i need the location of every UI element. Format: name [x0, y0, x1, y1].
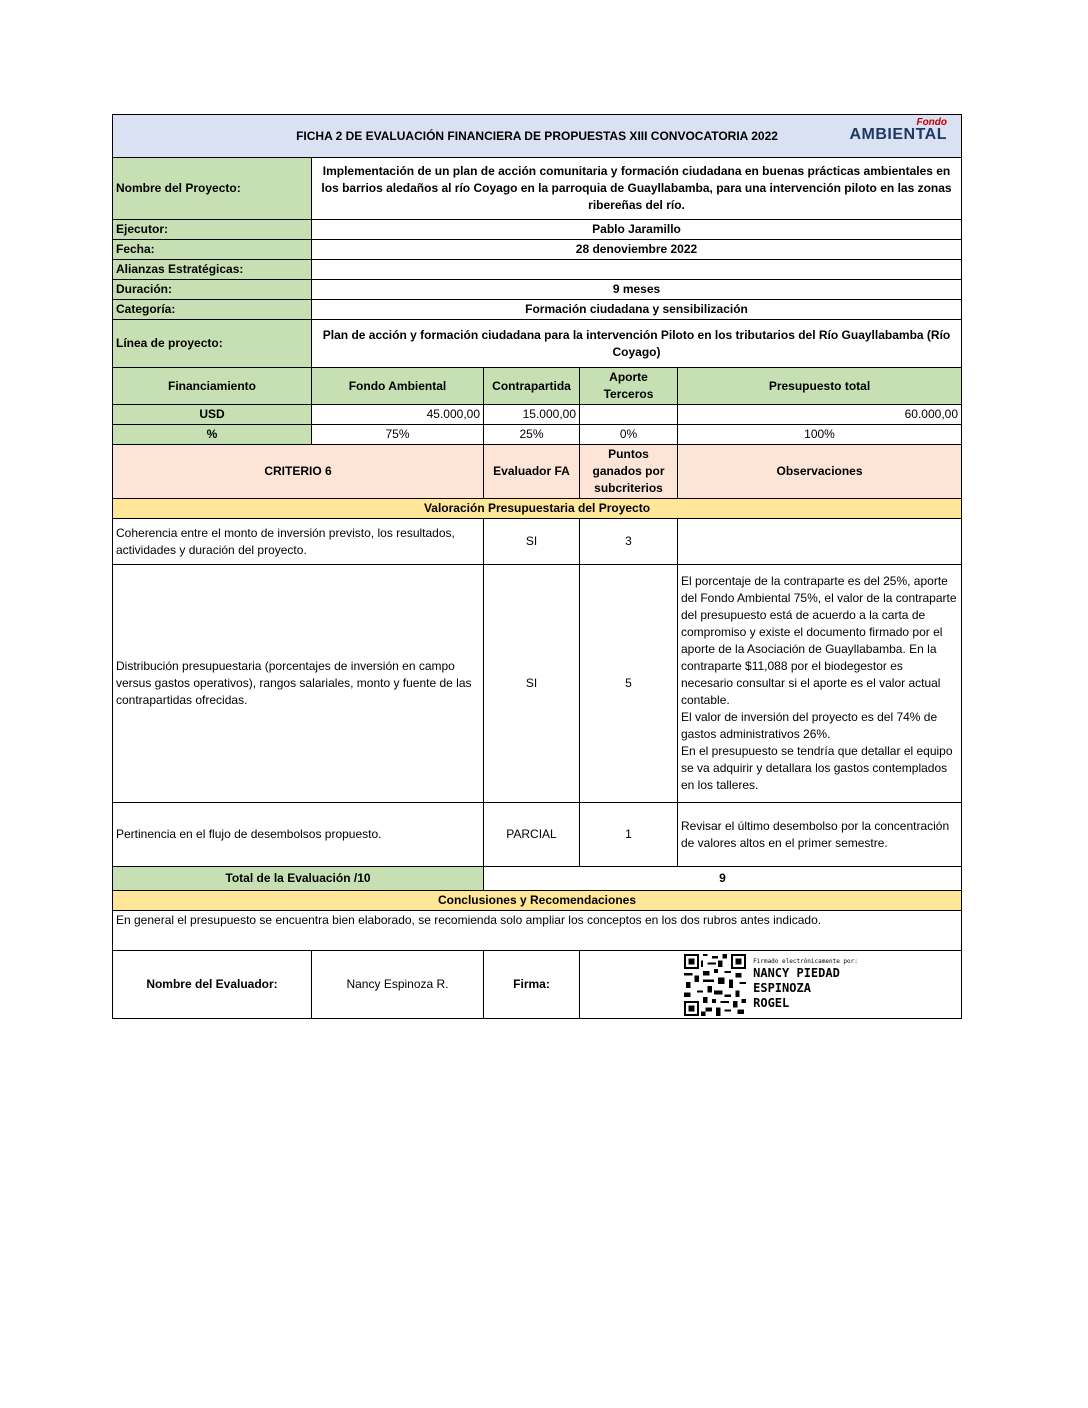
puntos-value: 5 — [580, 565, 678, 803]
ejecutor-value: Pablo Jaramillo — [312, 220, 962, 240]
puntos-header: Puntos ganados por subcriterios — [580, 445, 678, 499]
pct-fondo: 75% — [312, 425, 484, 445]
alianzas-value — [312, 260, 962, 280]
signer-name-line1: NANCY PIEDAD — [753, 966, 840, 980]
fin-header-terceros: Aporte Terceros — [580, 368, 678, 405]
conclusiones-title: Conclusiones y Recomendaciones — [113, 891, 962, 911]
evaluador-name-label: Nombre del Evaluador: — [113, 951, 312, 1019]
duracion-value: 9 meses — [312, 280, 962, 300]
pct-terceros: 0% — [580, 425, 678, 445]
signer-name-line2: ESPINOZA — [753, 981, 811, 995]
puntos-value: 3 — [580, 519, 678, 565]
criterio-text: Pertinencia en el flujo de desembolsos propuesto. — [113, 803, 484, 867]
valoracion-section: Valoración Presupuestaria del Proyecto — [113, 499, 962, 519]
fin-header-financiamiento: Financiamiento — [113, 368, 312, 405]
signed-by-label: Firmado electrónicamente por: — [753, 958, 858, 965]
sheet-title: FICHA 2 DE EVALUACIÓN FINANCIERA DE PROPUESTAS XIII CONVOCATORIA 2022 — [296, 128, 778, 143]
puntos-value: 1 — [580, 803, 678, 867]
evaluador-value: SI — [484, 519, 580, 565]
evaluador-name-value: Nancy Espinoza R. — [312, 951, 484, 1019]
fin-header-fondo: Fondo Ambiental — [312, 368, 484, 405]
logo-small-text: Fondo — [916, 117, 948, 128]
fecha-label: Fecha: — [113, 240, 312, 260]
linea-value: Plan de acción y formación ciudadana para la intervención Piloto en los tributarios del Río Guayllabamba (Río Coyago) — [312, 320, 962, 368]
fecha-value: 28 denoviembre 2022 — [312, 240, 962, 260]
usd-label: USD — [113, 405, 312, 425]
usd-fondo: 45.000,00 — [312, 405, 484, 425]
total-label: Total de la Evaluación /10 — [113, 867, 484, 891]
proyecto-label: Nombre del Proyecto: — [113, 158, 312, 220]
ejecutor-label: Ejecutor: — [113, 220, 312, 240]
firma-cell — [580, 951, 962, 1019]
evaluation-table — [112, 114, 962, 1019]
criterio-text: Distribución presupuestaria (porcentajes de inversión en campo versus gastos operativos), rangos salariales, monto y fuente de las contrapartidas ofrecidas. — [113, 565, 484, 803]
evaluador-value: SI — [484, 565, 580, 803]
conclusiones-text: En general el presupuesto se encuentra bien elaborado, se recomienda solo ampliar los conceptos en los dos rubros antes indicado. — [113, 911, 962, 951]
criterio-text: Coherencia entre el monto de inversión previsto, los resultados, actividades y duración del proyecto. — [113, 519, 484, 565]
categoria-label: Categoría: — [113, 300, 312, 320]
categoria-value: Formación ciudadana y sensibilización — [312, 300, 962, 320]
signature-text — [753, 958, 858, 1011]
fin-header-contrapartida: Contrapartida — [484, 368, 580, 405]
pct-contrapartida: 25% — [484, 425, 580, 445]
alianzas-label: Alianzas Estratégicas: — [113, 260, 312, 280]
qr-code-icon — [683, 954, 747, 1016]
table-row — [113, 519, 962, 565]
observaciones-header: Observaciones — [678, 445, 962, 499]
firma-label: Firma: — [484, 951, 580, 1019]
evaluation-sheet — [112, 114, 961, 1019]
linea-label: Línea de proyecto: — [113, 320, 312, 368]
total-value: 9 — [484, 867, 962, 891]
evaluador-value: PARCIAL — [484, 803, 580, 867]
criterio-title: CRITERIO 6 — [113, 445, 484, 499]
sheet-title-cell — [113, 115, 962, 158]
table-row — [113, 803, 962, 867]
logo-big-text: AMBIENTAL — [849, 126, 948, 143]
observacion-text: El porcentaje de la contraparte es del 25%, aporte del Fondo Ambiental 75%, el valor de la contraparte del presupuesto está de acuerdo a la carta de compromiso y existe el documento firmado por el aporte de la Asociación de Guayllabamba. En la contraparte $11,088 por el biodegestor es necesario consultar si el aporte es el valor actual contable. El valor de inversión del proyecto es del 74% de gastos administrativos 26%. En el presupuesto se tendría que detallar el equipo se va adquirir y detallara los gastos contemplados en los talleres. — [678, 565, 962, 803]
usd-terceros — [580, 405, 678, 425]
observacion-text — [678, 519, 962, 565]
duracion-label: Duración: — [113, 280, 312, 300]
usd-total: 60.000,00 — [678, 405, 962, 425]
pct-total: 100% — [678, 425, 962, 445]
evaluador-header: Evaluador FA — [484, 445, 580, 499]
fondo-ambiental-logo — [849, 117, 947, 141]
proyecto-value: Implementación de un plan de acción comunitaria y formación ciudadana en buenas prácticas ambientales en los barrios aledaños al río Coyago en la parroquia de Guayllabamba, para una intervención piloto en las zonas ribereñas del río. — [312, 158, 962, 220]
digital-signature — [583, 954, 958, 1016]
fin-header-total: Presupuesto total — [678, 368, 962, 405]
table-row — [113, 565, 962, 803]
usd-contrapartida: 15.000,00 — [484, 405, 580, 425]
pct-label: % — [113, 425, 312, 445]
observacion-text: Revisar el último desembolso por la concentración de valores altos en el primer semestre. — [678, 803, 962, 867]
signer-name-line3: ROGEL — [753, 996, 790, 1010]
